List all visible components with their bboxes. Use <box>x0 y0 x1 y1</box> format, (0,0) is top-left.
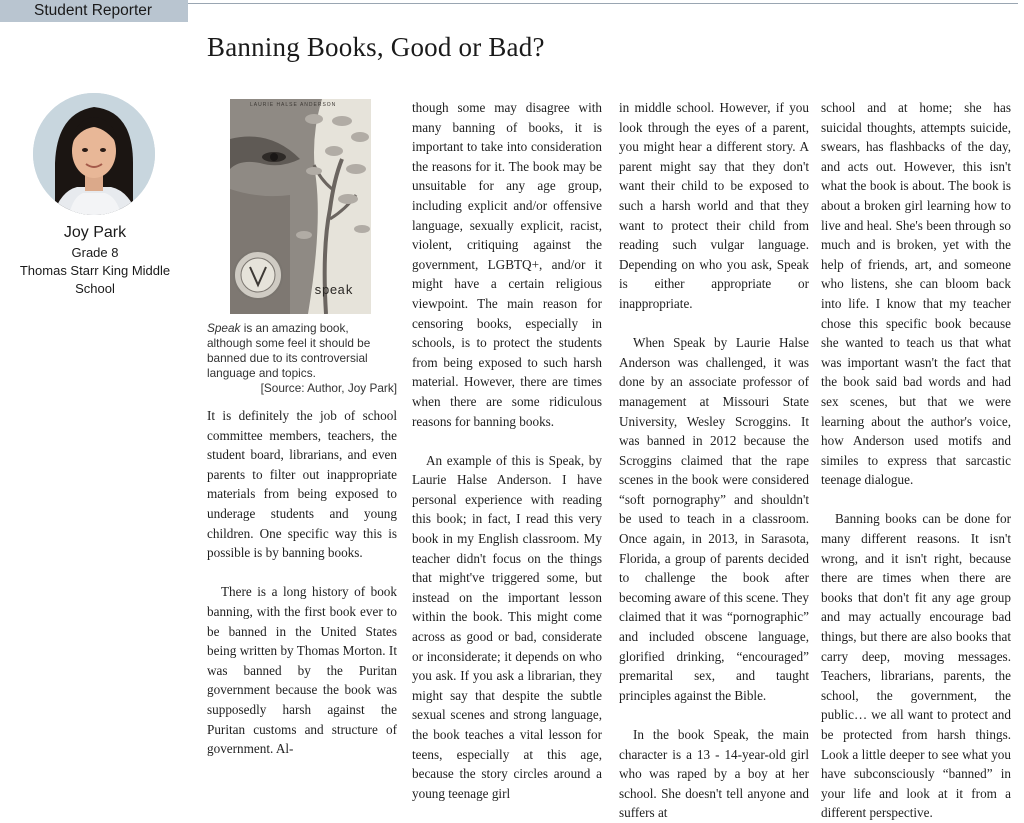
article-column-4 <box>821 98 1011 823</box>
book-cover-art <box>230 99 371 314</box>
author-grade: Grade 8 <box>71 245 119 260</box>
paragraph: There is a long history of book banning, with the first book ever to be banned in the United States being written by Thomas Morton. It was banned by the Puritan government because the book was supposedly harsh against the Puritan customs and structure of government. Al- <box>207 584 397 757</box>
paragraph: An example of this is Speak, by Laurie Halse Anderson. I have personal experience with reading this book; in fact, I read this very book in my English classroom. My teacher didn't focus on the things that might've triggered some, but instead on the important lesson within the book. This might come across as good or bad, considerate or inconsiderate; it depends on who you ask. If you ask a librarian, they might say that despite the subtle sexual scenes and strong language, the book teaches a vital lesson for teens, especially at this age, because the story circles around a young teenage girl <box>412 452 602 801</box>
article-column-3 <box>619 98 809 823</box>
paragraph: In the book Speak, the main character is a 13 - 14-year-old girl who was raped by a boy at her school. She doesn't tell anyone and suffers at <box>619 727 809 821</box>
paragraph: When Speak by Laurie Halse Anderson was challenged, it was done by an associate professor of management at Missouri State University, Wesley Scroggins. It was banned in 2012 because the Scroggins claimed that the rape scenes in the book were considered “soft pornography” and shouldn't be used to teach in a classroom. Once again, in 2013, in Sarasota, Florida, a group of parents decided to challenge the book after becoming aware of this scene. They claimed that it was “pornographic” and included obscene language, glorified drinking, “encouraged” premarital sex, and taught principles against the Bible. <box>619 335 809 703</box>
book-cover-author: LAURIE HALSE ANDERSON <box>250 102 337 108</box>
caption-text: is an amazing book, although some feel it should be banned due to its controversial language and topics. <box>207 321 371 380</box>
paragraph: school and at home; she has suicidal thoughts, attempts suicide, swears, has flashbacks of the day, and acts out. However, this isn't what the book is about. The book is about a broken girl learning how to live and heal. She's been through so much and is broken, yet with the help of friends, art, and someone who listens, she can bloom back into life. I know that my teacher chose this specific book because she wanted to teach us that what was important wasn't the fact that the book said bad words and had sex scenes, but that we were learning about the author's voice, how Anderson used motifs and similes to express that sarcastic teenage dialogue. <box>821 100 1011 488</box>
book-cover-title: speak <box>314 283 354 298</box>
caption-source: [Source: Author, Joy Park] <box>260 381 397 395</box>
article-column-2 <box>412 98 602 803</box>
header-rule <box>188 3 1018 4</box>
section-label: Student Reporter <box>0 0 188 22</box>
author-portrait-image <box>33 93 155 215</box>
image-caption <box>207 321 397 396</box>
paragraph: It is definitely the job of school committee members, teachers, the student board, librarians, and even parents to filter out inappropriate materials from being exposed to underage students and young children. One specific way this is possible is by banning books. <box>207 408 397 561</box>
article-column-1 <box>207 406 397 759</box>
paragraph: Banning books can be done for many different reasons. It isn't wrong, and it isn't right, because there are times when there are books that don't fit any age group and may actually encourage bad things, but there are also books that carry deep, moving messages. Teachers, librarians, parents, the school, the government, the public… we all want to protect and be protected from harsh things. Look a little deeper to see what you have subconsciously “banned” in your life and look at it from a different perspective. <box>821 511 1011 821</box>
author-byline <box>0 222 190 298</box>
paragraph: though some may disagree with many banning of books, it is important to take into consideration the reasons for it. The book may be unsuitable for any age group, including explicit and/or offensive language, sexually explicit, racist, violent, critiquing against the government, LGBTQ+, and/or it might have a certain religious viewpoint. The main reason for censoring books, especially in schools, is to protect the students from being exposed to such harsh material. However, there are times when there are some ridiculous reasons for banning books. <box>412 100 602 429</box>
author-name: Joy Park <box>63 224 127 241</box>
author-school: Thomas Starr King Middle School <box>19 263 171 296</box>
book-cover-image <box>230 99 371 314</box>
headline: Banning Books, Good or Bad? <box>207 32 545 62</box>
caption-book-title: Speak <box>207 321 241 335</box>
author-avatar <box>33 93 155 215</box>
paragraph: in middle school. However, if you look through the eyes of a parent, you might hear a different story. A parent might say that they don't want their child to be exposed to such a harsh world and that they want to protect their child from reading such vulgar language. Depending on who you ask, Speak is either appropriate or inappropriate. <box>619 100 809 311</box>
